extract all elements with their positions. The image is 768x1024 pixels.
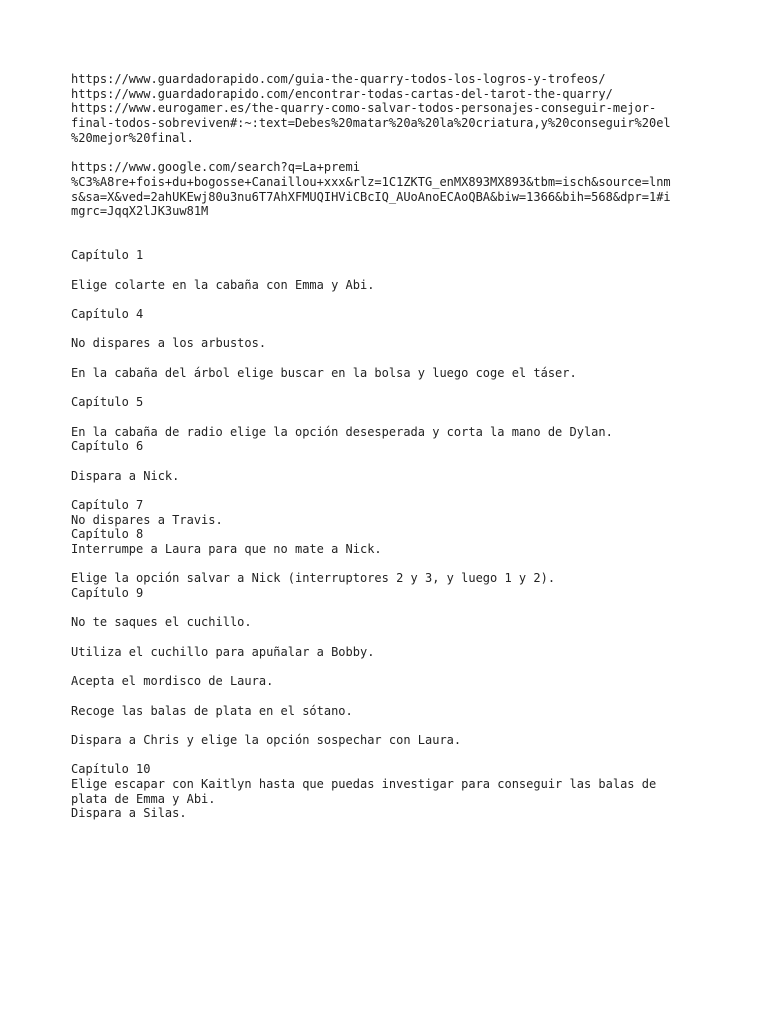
link-line: %20mejor%20final.	[71, 130, 194, 145]
instruction-line: No dispares a los arbustos.	[71, 336, 267, 351]
instruction-line: Elige colarte en la cabaña con Emma y Abi.	[71, 277, 375, 292]
link-line: final-todos-sobreviven#:~:text=Debes%20matar%20a%20la%20criatura,y%20conseguir%20el	[71, 116, 671, 131]
link-line: https://www.guardadorapido.com/guia-the-quarry-todos-los-logros-y-trofeos/	[71, 72, 606, 86]
chapter-heading: Capítulo 1	[71, 248, 144, 263]
chapter-heading: Capítulo 10	[71, 762, 151, 777]
chapter-heading: Capítulo 8	[71, 527, 144, 542]
link-line: https://www.guardadorapido.com/encontrar-todas-cartas-del-tarot-the-quarry/	[71, 86, 613, 101]
chapter-heading: Capítulo 6	[71, 439, 144, 454]
instruction-line: Dispara a Silas.	[71, 806, 187, 821]
instruction-line: No dispares a Travis.	[71, 512, 223, 527]
document-page	[71, 72, 711, 821]
instruction-line: plata de Emma y Abi.	[71, 791, 216, 806]
instruction-line: En la cabaña del árbol elige buscar en la bolsa y luego coge el táser.	[71, 365, 577, 380]
instruction-line: Recoge las balas de plata en el sótano.	[71, 703, 353, 718]
instruction-line: Utiliza el cuchillo para apuñalar a Bobby.	[71, 644, 375, 659]
instruction-line: Acepta el mordisco de Laura.	[71, 674, 274, 689]
link-line: https://www.google.com/search?q=La+premi	[71, 160, 360, 175]
link-line: https://www.eurogamer.es/the-quarry-como-salvar-todos-personajes-conseguir-mejor-	[71, 101, 657, 116]
instruction-line: Interrumpe a Laura para que no mate a Nick.	[71, 542, 382, 556]
chapter-heading: Capítulo 5	[71, 395, 144, 410]
instruction-line: Dispara a Nick.	[71, 468, 180, 483]
instruction-line: Elige escapar con Kaitlyn hasta que puedas investigar para conseguir las balas de	[71, 777, 657, 791]
link-line: %C3%A8re+fois+du+bogosse+Canaillou+xxx&rlz=1C1ZKTG_enMX893MX893&tbm=isch&source=lnm	[71, 174, 671, 189]
link-line: s&sa=X&ved=2ahUKEwj80u3nu6T7AhXFMUQIHViCBcIQ_AUoAnoECAoQBA&biw=1366&bih=568&dpr=1#i	[71, 189, 671, 204]
instruction-line: No te saques el cuchillo.	[71, 615, 252, 630]
instruction-line: Elige la opción salvar a Nick (interruptores 2 y 3, y luego 1 y 2).	[71, 571, 556, 586]
chapter-heading: Capítulo 4	[71, 307, 144, 321]
instruction-line: Dispara a Chris y elige la opción sospechar con Laura.	[71, 732, 462, 747]
link-line: mgrc=JqqX2lJK3uw81M	[71, 204, 209, 219]
instruction-line: En la cabaña de radio elige la opción desesperada y corta la mano de Dylan.	[71, 424, 613, 439]
chapter-heading: Capítulo 7	[71, 497, 144, 512]
chapter-heading: Capítulo 9	[71, 586, 144, 601]
